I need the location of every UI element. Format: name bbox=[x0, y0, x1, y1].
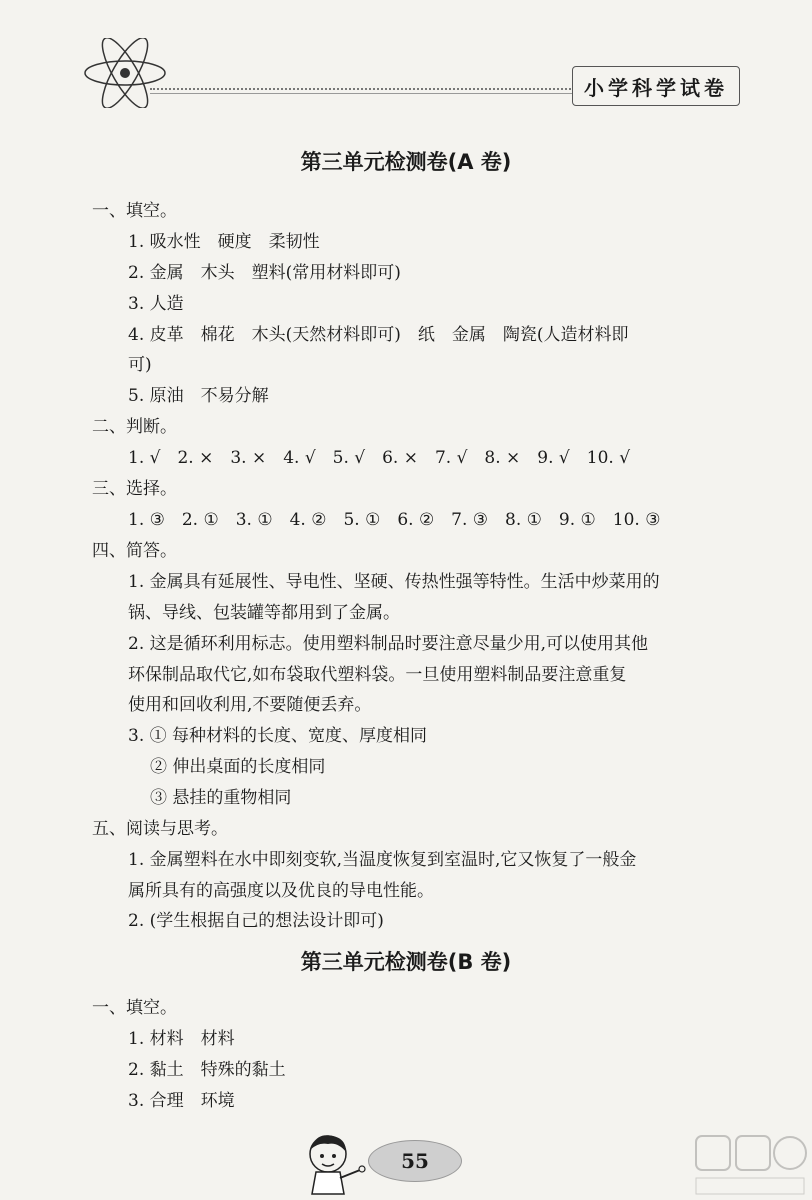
a-short-1-cont: 锅、导线、包装罐等都用到了金属。 bbox=[128, 603, 400, 623]
a-read-heading: 五、阅读与思考。 bbox=[92, 819, 228, 839]
header-divider bbox=[150, 88, 590, 90]
a-fill-5: 5. 原油 不易分解 bbox=[128, 386, 269, 406]
a-short-1: 1. 金属具有延展性、导电性、坚硬、传热性强等特性。生活中炒菜用的 bbox=[128, 572, 660, 592]
a-fill-4-cont: 可) bbox=[128, 355, 152, 375]
header-title: 小学科学试卷 bbox=[572, 66, 740, 106]
a-judge-heading: 二、判断。 bbox=[92, 417, 177, 437]
section-b-title: 第三单元检测卷(B 卷) bbox=[300, 950, 512, 974]
a-judge-answers: 1. √ 2. × 3. × 4. √ 5. √ 6. × 7. √ 8. × 9. √ 10. √ bbox=[128, 448, 631, 468]
a-fill-heading: 一、填空。 bbox=[92, 201, 177, 221]
a-read-1-cont: 属所具有的高强度以及优良的导电性能。 bbox=[128, 881, 434, 901]
a-choose-answers: 1. ③ 2. ① 3. ① 4. ② 5. ① 6. ② 7. ③ 8. ① 9. ① 10. ③ bbox=[128, 510, 661, 530]
a-choose-heading: 三、选择。 bbox=[92, 479, 177, 499]
watermark-logo-icon bbox=[690, 1130, 810, 1200]
a-short-3-sub: ③ 悬挂的重物相同 bbox=[150, 788, 292, 808]
a-short-2: 2. 这是循环利用标志。使用塑料制品时要注意尽量少用,可以使用其他 bbox=[128, 634, 649, 654]
a-short-2-cont: 环保制品取代它,如布袋取代塑料袋。一旦使用塑料制品要注意重复 bbox=[128, 665, 627, 685]
a-fill-1: 1. 吸水性 硬度 柔韧性 bbox=[128, 232, 320, 252]
cartoon-boy-icon bbox=[298, 1128, 368, 1200]
a-fill-2: 2. 金属 木头 塑料(常用材料即可) bbox=[128, 263, 401, 283]
header-divider bbox=[150, 93, 590, 94]
page-number: 55 bbox=[368, 1140, 462, 1182]
page-header bbox=[0, 0, 812, 130]
a-short-heading: 四、简答。 bbox=[92, 541, 177, 561]
atom-icon bbox=[80, 38, 170, 108]
a-short-2-cont: 使用和回收利用,不要随便丢弃。 bbox=[128, 695, 372, 715]
a-fill-3: 3. 人造 bbox=[128, 294, 184, 314]
a-read-2: 2. (学生根据自己的想法设计即可) bbox=[128, 911, 384, 931]
a-read-1: 1. 金属塑料在水中即刻变软,当温度恢复到室温时,它又恢复了一般金 bbox=[128, 850, 637, 870]
b-fill-2: 2. 黏土 特殊的黏土 bbox=[128, 1060, 286, 1080]
a-short-3: 3. ① 每种材料的长度、宽度、厚度相同 bbox=[128, 726, 428, 746]
a-short-3-sub: ② 伸出桌面的长度相同 bbox=[150, 757, 326, 777]
section-a-title: 第三单元检测卷(A 卷) bbox=[300, 150, 512, 174]
b-fill-heading: 一、填空。 bbox=[92, 998, 177, 1018]
b-fill-3: 3. 合理 环境 bbox=[128, 1091, 235, 1111]
a-fill-4: 4. 皮革 棉花 木头(天然材料即可) 纸 金属 陶瓷(人造材料即 bbox=[128, 325, 629, 345]
b-fill-1: 1. 材料 材料 bbox=[128, 1029, 235, 1049]
